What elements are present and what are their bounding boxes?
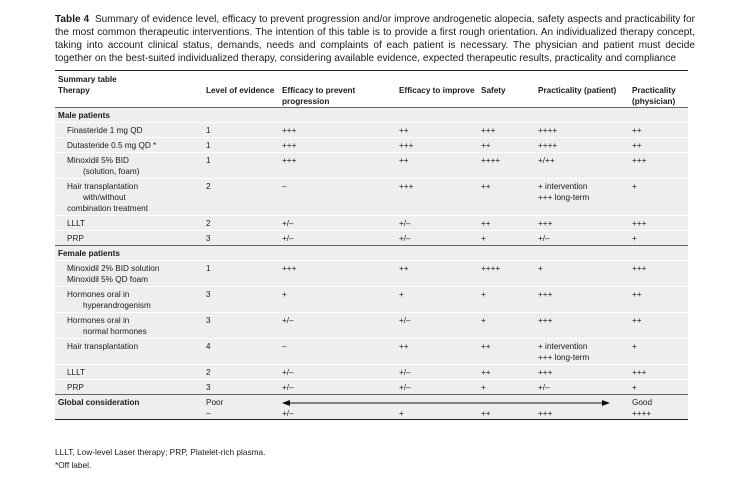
table-row: [55, 313, 688, 339]
table-row: [55, 365, 688, 380]
cell-practicality-patient-text: +++: [538, 219, 553, 228]
cell-therapy-text: PRP: [67, 234, 84, 243]
section-female-label: Female patients: [55, 246, 688, 261]
cell-level-text: 1: [206, 141, 211, 150]
cell-safety-text: ++: [481, 368, 491, 377]
table-caption: [55, 13, 695, 65]
cell-therapy-text: Hair transplantation: [67, 182, 138, 191]
global-good: Good: [629, 395, 688, 409]
cell-safety: [478, 339, 535, 365]
cell-practicality-patient: [535, 123, 629, 138]
cell-prevent: [279, 339, 396, 365]
cell-therapy-text-line: with/without: [83, 193, 126, 202]
cell-therapy-text-line: normal hormones: [83, 327, 147, 336]
cell-practicality-patient-text: +++: [538, 368, 553, 377]
section-row-male: [55, 108, 688, 123]
cell-therapy-text-line: Minoxidil 5% QD foam: [67, 275, 148, 284]
cell-level: [203, 365, 279, 380]
cell-level-text: 3: [206, 234, 211, 243]
cell-level: [203, 231, 279, 246]
cell-level-text: 3: [206, 383, 211, 392]
table-row: [55, 287, 688, 313]
cell-therapy: [55, 261, 203, 287]
table-row: [55, 216, 688, 231]
cell-improve-text: ++: [399, 126, 409, 135]
cell-level: [203, 179, 279, 216]
cell-practicality-patient-text: +/–: [538, 234, 550, 243]
cell-improve: [396, 261, 478, 287]
cell-practicality-patient: [535, 138, 629, 153]
cell-practicality-physician: [629, 313, 688, 339]
cell-practicality-patient-text: ++++: [538, 126, 558, 135]
table-row: [55, 231, 688, 246]
cell-practicality-physician-text: +: [632, 234, 637, 243]
cell-improve-text: ++: [399, 156, 409, 165]
cell-prevent-text: +/–: [282, 383, 294, 392]
scale-value: –: [203, 408, 279, 420]
cell-improve: [396, 123, 478, 138]
cell-therapy-text-line: combination treatment: [67, 204, 149, 213]
cell-practicality-patient-text-line: +++ long-term: [538, 193, 590, 202]
cell-level-text: 3: [206, 290, 211, 299]
cell-therapy-text: Hormones oral in: [67, 290, 130, 299]
cell-prevent: [279, 179, 396, 216]
cell-safety-text: ++: [481, 182, 491, 191]
cell-prevent-text: +/–: [282, 219, 294, 228]
global-poor: Poor: [203, 395, 279, 409]
cell-improve-text: +++: [399, 182, 414, 191]
cell-level: [203, 287, 279, 313]
header-prevent: Efficacy to prevent progression: [279, 85, 396, 108]
footnote-off-label: *Off label.: [55, 460, 92, 470]
cell-level-text: 2: [206, 219, 211, 228]
summary-table-label: Summary table: [55, 71, 688, 86]
cell-safety: [478, 138, 535, 153]
cell-therapy-text: Minoxidil 5% BID: [67, 156, 129, 165]
cell-therapy-text: Hormones oral in: [67, 316, 130, 325]
cell-safety-text: +: [481, 234, 486, 243]
cell-safety-text: ++++: [481, 156, 501, 165]
cell-therapy: [55, 123, 203, 138]
cell-therapy-text-line: hyperandrogenism: [83, 301, 151, 310]
cell-therapy-text-line: (solution, foam): [83, 167, 140, 176]
cell-practicality-patient-text: +: [538, 264, 543, 273]
cell-practicality-patient-text: +/–: [538, 383, 550, 392]
table-row: [55, 380, 688, 395]
cell-prevent-text: –: [282, 182, 287, 191]
cell-practicality-patient: [535, 231, 629, 246]
cell-practicality-physician: [629, 179, 688, 216]
scale-value: +++: [535, 408, 629, 420]
global-label: Global consideration: [55, 395, 203, 409]
cell-prevent: [279, 287, 396, 313]
cell-practicality-patient-text: + intervention: [538, 342, 588, 351]
cell-therapy: [55, 313, 203, 339]
cell-level-text: 1: [206, 156, 211, 165]
cell-safety: [478, 123, 535, 138]
footnote-abbreviations: LLLT, Low-level Laser therapy; PRP, Platelet-rich plasma.: [55, 447, 266, 457]
cell-improve-text: +: [399, 290, 404, 299]
cell-practicality-patient-text: + intervention: [538, 182, 588, 191]
cell-safety: [478, 365, 535, 380]
cell-improve: [396, 287, 478, 313]
cell-prevent: [279, 231, 396, 246]
global-scale-row: [55, 408, 688, 420]
scale-value: ++++: [629, 408, 688, 420]
header-therapy: Therapy: [55, 85, 203, 108]
cell-prevent: [279, 380, 396, 395]
header-safety: Safety: [478, 85, 535, 108]
cell-prevent-text: +++: [282, 264, 297, 273]
cell-practicality-physician-text: ++: [632, 126, 642, 135]
cell-prevent-text: +++: [282, 141, 297, 150]
cell-therapy-text: LLLT: [67, 219, 86, 228]
cell-therapy-text: PRP: [67, 383, 84, 392]
cell-practicality-physician: [629, 138, 688, 153]
cell-practicality-patient-text: +++: [538, 290, 553, 299]
cell-improve: [396, 216, 478, 231]
cell-practicality-patient: [535, 287, 629, 313]
caption-text: Summary of evidence level, efficacy to prevent progression and/or improve androgenetic alopecia, safety aspects and practicability for the most common therapeutic interventions. The intention of this table is to provide a first rough orientation. An individualized therapy concept, taking into account clinical status, demands, needs and complaints of each patient is necessary. The physician and patient must decide together on the best-suited individualized therapy, considering available evidence, expected therapeutic results, practicality and compliance: [55, 14, 695, 65]
header-improve: Efficacy to improve: [396, 85, 478, 108]
cell-practicality-physician: [629, 216, 688, 231]
cell-practicality-patient-text: +/++: [538, 156, 555, 165]
cell-prevent: [279, 313, 396, 339]
cell-level: [203, 153, 279, 179]
cell-therapy-text: Dutasteride 0.5 mg QD *: [67, 141, 157, 150]
cell-practicality-physician: [629, 261, 688, 287]
cell-practicality-physician-text: +++: [632, 219, 647, 228]
cell-prevent-text: +++: [282, 126, 297, 135]
cell-safety: [478, 287, 535, 313]
cell-level-text: 2: [206, 182, 211, 191]
cell-therapy: [55, 179, 203, 216]
cell-therapy: [55, 153, 203, 179]
cell-improve-text: +++: [399, 141, 414, 150]
cell-practicality-patient-text: +++: [538, 316, 553, 325]
cell-safety: [478, 216, 535, 231]
cell-safety: [478, 231, 535, 246]
cell-improve: [396, 153, 478, 179]
cell-therapy-text: Hair transplantation: [67, 342, 138, 351]
table-row: [55, 138, 688, 153]
cell-improve-text: +/–: [399, 234, 411, 243]
header-practicality-patient: Practicality (patient): [535, 85, 629, 108]
cell-practicality-physician-text: +: [632, 342, 637, 351]
table-number: Table 4: [55, 14, 90, 25]
cell-therapy-text: LLLT: [67, 368, 86, 377]
cell-safety-text: ++: [481, 342, 491, 351]
cell-safety-text: ++: [481, 141, 491, 150]
evidence-table: [55, 70, 688, 420]
cell-practicality-physician-text: ++: [632, 290, 642, 299]
cell-level-text: 1: [206, 264, 211, 273]
cell-safety-text: +: [481, 383, 486, 392]
cell-level-text: 3: [206, 316, 211, 325]
table-row: [55, 179, 688, 216]
cell-prevent-text: +: [282, 290, 287, 299]
cell-prevent: [279, 365, 396, 380]
cell-improve: [396, 231, 478, 246]
cell-safety: [478, 261, 535, 287]
cell-safety: [478, 179, 535, 216]
cell-practicality-patient: [535, 365, 629, 380]
cell-practicality-patient-text-line: +++ long-term: [538, 353, 590, 362]
cell-improve: [396, 179, 478, 216]
header-row: [55, 85, 688, 108]
table-row: [55, 123, 688, 138]
cell-improve-text: +/–: [399, 368, 411, 377]
global-arrow-cell: [279, 395, 629, 409]
cell-prevent: [279, 153, 396, 179]
cell-prevent-text: +/–: [282, 234, 294, 243]
cell-practicality-physician-text: +++: [632, 264, 647, 273]
cell-therapy: [55, 138, 203, 153]
cell-practicality-physician: [629, 380, 688, 395]
cell-practicality-patient-text: ++++: [538, 141, 558, 150]
cell-practicality-physician: [629, 365, 688, 380]
cell-level: [203, 123, 279, 138]
cell-safety-text: +: [481, 316, 486, 325]
cell-therapy: [55, 380, 203, 395]
scale-value: ++: [478, 408, 535, 420]
cell-practicality-physician-text: ++: [632, 141, 642, 150]
cell-practicality-physician-text: +++: [632, 156, 647, 165]
cell-practicality-physician-text: +: [632, 182, 637, 191]
cell-practicality-patient: [535, 339, 629, 365]
cell-improve: [396, 380, 478, 395]
cell-practicality-patient: [535, 216, 629, 231]
header-level: Level of evidence: [203, 85, 279, 108]
cell-prevent-text: +++: [282, 156, 297, 165]
cell-level-text: 1: [206, 126, 211, 135]
cell-practicality-patient: [535, 261, 629, 287]
scale-value: +/–: [279, 408, 396, 420]
cell-level-text: 2: [206, 368, 211, 377]
section-row-female: [55, 246, 688, 261]
cell-therapy: [55, 365, 203, 380]
cell-safety: [478, 313, 535, 339]
cell-safety: [478, 153, 535, 179]
cell-improve: [396, 365, 478, 380]
cell-practicality-physician: [629, 153, 688, 179]
cell-practicality-patient: [535, 380, 629, 395]
cell-improve-text: ++: [399, 342, 409, 351]
cell-level: [203, 216, 279, 231]
table-row: [55, 339, 688, 365]
cell-practicality-physician: [629, 287, 688, 313]
cell-improve-text: +/–: [399, 316, 411, 325]
cell-level: [203, 313, 279, 339]
cell-practicality-physician: [629, 123, 688, 138]
table-row: [55, 153, 688, 179]
cell-level: [203, 138, 279, 153]
summary-row: [55, 71, 688, 86]
cell-improve: [396, 339, 478, 365]
cell-safety-text: ++: [481, 219, 491, 228]
cell-therapy-text: Minoxidil 2% BID solution: [67, 264, 160, 273]
section-male-label: Male patients: [55, 108, 688, 123]
cell-therapy: [55, 339, 203, 365]
cell-prevent-text: +/–: [282, 368, 294, 377]
cell-therapy: [55, 287, 203, 313]
cell-safety-text: +: [481, 290, 486, 299]
cell-safety-text: +++: [481, 126, 496, 135]
cell-practicality-physician-text: +++: [632, 368, 647, 377]
cell-safety-text: ++++: [481, 264, 501, 273]
cell-level: [203, 380, 279, 395]
cell-safety: [478, 380, 535, 395]
double-arrow-icon: [282, 399, 612, 407]
cell-therapy: [55, 216, 203, 231]
cell-practicality-patient: [535, 313, 629, 339]
cell-level: [203, 261, 279, 287]
cell-improve-text: +/–: [399, 219, 411, 228]
cell-prevent: [279, 138, 396, 153]
cell-level-text: 4: [206, 342, 211, 351]
cell-practicality-physician-text: +: [632, 383, 637, 392]
cell-prevent: [279, 216, 396, 231]
cell-improve: [396, 138, 478, 153]
scale-value: +: [396, 408, 478, 420]
cell-improve: [396, 313, 478, 339]
cell-practicality-patient: [535, 179, 629, 216]
cell-practicality-patient: [535, 153, 629, 179]
header-practicality-physician: Practicality (physician): [629, 85, 688, 108]
cell-practicality-physician: [629, 231, 688, 246]
table-row: [55, 261, 688, 287]
cell-therapy: [55, 231, 203, 246]
cell-prevent-text: +/–: [282, 316, 294, 325]
global-row: [55, 395, 688, 409]
cell-practicality-physician: [629, 339, 688, 365]
cell-prevent: [279, 123, 396, 138]
cell-level: [203, 339, 279, 365]
cell-practicality-physician-text: ++: [632, 316, 642, 325]
cell-improve-text: +/–: [399, 383, 411, 392]
cell-therapy-text: Finasteride 1 mg QD: [67, 126, 143, 135]
cell-improve-text: ++: [399, 264, 409, 273]
cell-prevent: [279, 261, 396, 287]
cell-prevent-text: –: [282, 342, 287, 351]
